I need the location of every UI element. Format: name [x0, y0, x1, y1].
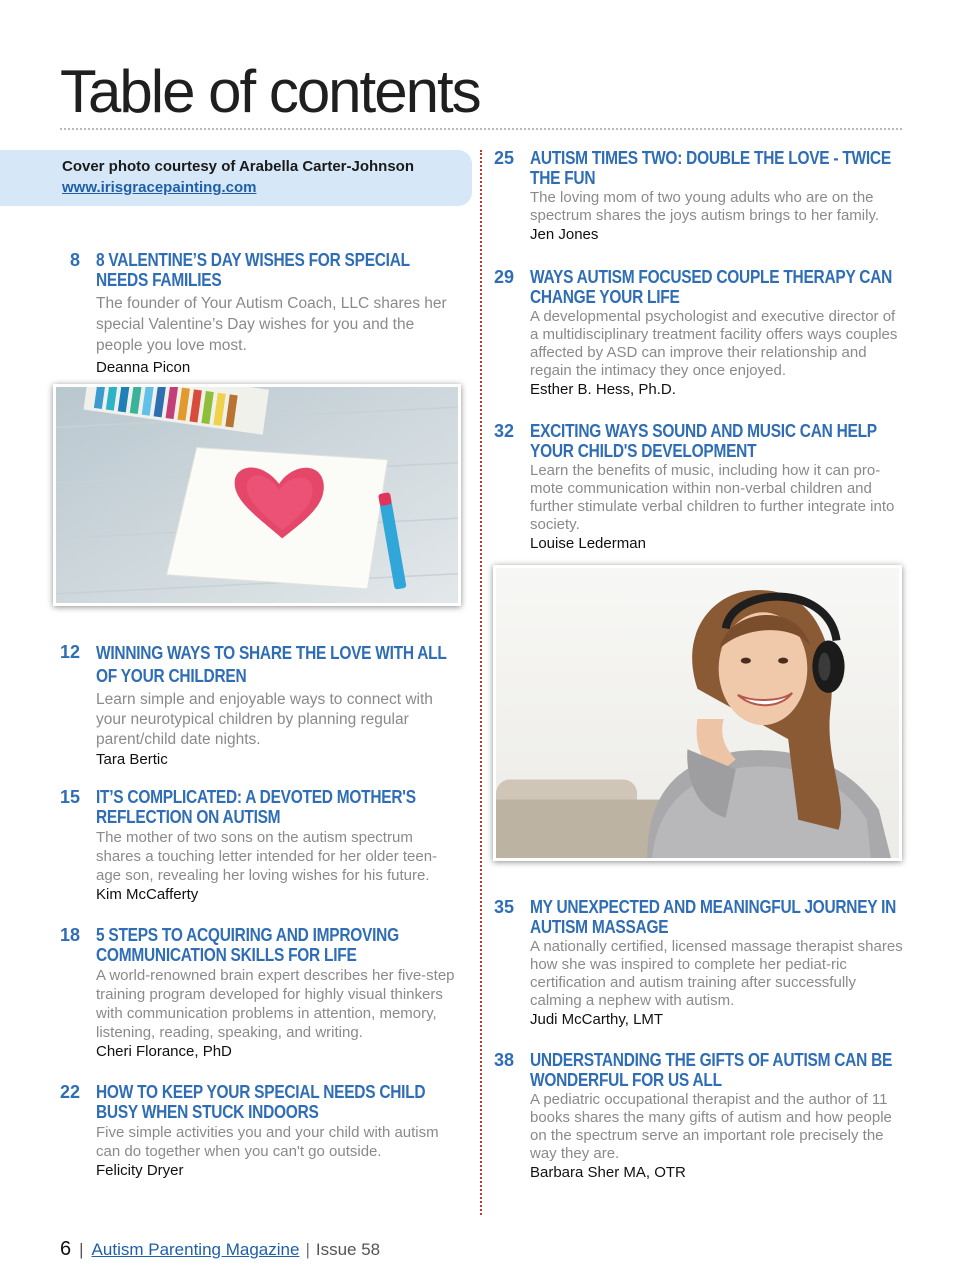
article-description: The founder of Your Autism Coach, LLC shares her special Valentine’s Day wishes for you and the people you love most.: [96, 295, 447, 354]
page-number: 12: [59, 642, 80, 662]
article-headline[interactable]: 5 STEPS TO ACQUIRING AND IMPROVING COMMUNICATION SKILLS FOR LIFE: [96, 925, 399, 965]
woman-headphones-photo: [493, 565, 902, 861]
article-author: Judi McCarthy, LMT: [530, 1011, 664, 1028]
footer-separator: |: [79, 1240, 84, 1259]
page-number: 32: [493, 421, 514, 441]
page-number: 29: [493, 267, 514, 287]
article-author: Deanna Picon: [96, 359, 191, 376]
heart-drawing-image: [56, 387, 458, 603]
article-author: Barbara Sher MA, OTR: [530, 1164, 686, 1181]
page-number: 35: [493, 897, 514, 917]
article-author: Tara Bertic: [96, 751, 168, 768]
headphones-portrait-image: [496, 568, 899, 858]
page-number: 38: [493, 1050, 514, 1070]
footer-magazine-link[interactable]: Autism Parenting Magazine: [91, 1240, 300, 1259]
article-description: Learn the benefits of music, including how it can pro-mote communication within non-verbal children and further stimulate verbal children to further integrate into society.: [530, 462, 895, 533]
article-description: A pediatric occupational therapist and the author of 11 books shares the many gifts of autism and how people on the spectrum serve an important role precisely the way they are.: [530, 1091, 892, 1162]
article-author: Kim McCafferty: [96, 886, 199, 903]
article-headline[interactable]: IT’S COMPLICATED: A DEVOTED MOTHER'S REFLECTION ON AUTISM: [96, 787, 416, 827]
valentine-heart-photo: [53, 384, 461, 606]
article-headline[interactable]: AUTISM TIMES TWO: DOUBLE THE LOVE - TWICE THE FUN: [530, 148, 891, 188]
page-title: Table of contents: [60, 58, 480, 125]
footer-page-number: 6: [60, 1238, 72, 1260]
cover-credit: Cover photo courtesy of Arabella Carter-Johnson: [62, 158, 415, 175]
article-author: Louise Lederman: [530, 535, 646, 552]
page-number: 8: [69, 250, 80, 270]
article-description: Learn simple and enjoyable ways to connect with your neurotypical children by planning regular parent/child date nights.: [96, 691, 433, 748]
cover-link[interactable]: www.irisgracepainting.com: [62, 179, 257, 196]
article-headline[interactable]: UNDERSTANDING THE GIFTS OF AUTISM CAN BE WONDERFUL FOR US ALL: [530, 1050, 893, 1090]
article-description: Five simple activities you and your child with autism can do together when you can't go outside.: [96, 1124, 439, 1160]
article-headline[interactable]: 8 VALENTINE’S DAY WISHES FOR SPECIAL NEEDS FAMILIES: [96, 250, 410, 290]
page-number: 15: [59, 787, 80, 807]
cover-credit-box: [0, 150, 472, 206]
page-number: 25: [493, 148, 514, 168]
article-headline[interactable]: WINNING WAYS TO SHARE THE LOVE WITH ALL OF YOUR CHILDREN: [96, 643, 447, 686]
article-description: A developmental psychologist and executive director of a multidisciplinary treatment facility offers ways couples affected by ASD can improve their relationship and regain the intimacy they once enjoyed.: [530, 308, 898, 379]
footer-separator: |: [305, 1240, 310, 1259]
title-divider: [60, 128, 902, 130]
footer-issue: Issue 58: [315, 1240, 381, 1259]
page-number: 18: [59, 925, 80, 945]
article-headline[interactable]: MY UNEXPECTED AND MEANINGFUL JOURNEY IN AUTISM MASSAGE: [530, 897, 897, 937]
article-author: Cheri Florance, PhD: [96, 1043, 232, 1060]
page-number: 22: [59, 1082, 80, 1102]
article-headline[interactable]: HOW TO KEEP YOUR SPECIAL NEEDS CHILD BUSY WHEN STUCK INDOORS: [96, 1082, 426, 1122]
article-headline[interactable]: EXCITING WAYS SOUND AND MUSIC CAN HELP YOUR CHILD'S DEVELOPMENT: [530, 421, 877, 461]
article-author: Jen Jones: [530, 226, 599, 243]
article-description: A nationally certified, licensed massage therapist shares how she was inspired to complete her pediat-ric certification and autism training after successfully calming a nephew with autism.: [530, 938, 903, 1009]
page-footer: [60, 1238, 380, 1261]
article-description: A world-renowned brain expert describes her five-step training program developed for highly visual thinkers with communication problems in attention, memory, listening, reading, speaking, and writing.: [96, 967, 455, 1041]
article-description: The mother of two sons on the autism spectrum shares a touching letter intended for her older teen-age son, revealing her loving wishes for his future.: [96, 829, 438, 884]
article-author: Felicity Dryer: [96, 1162, 184, 1179]
article-description: The loving mom of two young adults who are on the spectrum shares the joys autism brings to her family.: [530, 189, 880, 224]
article-author: Esther B. Hess, Ph.D.: [530, 381, 676, 398]
article-headline[interactable]: WAYS AUTISM FOCUSED COUPLE THERAPY CAN CHANGE YOUR LIFE: [530, 267, 893, 307]
